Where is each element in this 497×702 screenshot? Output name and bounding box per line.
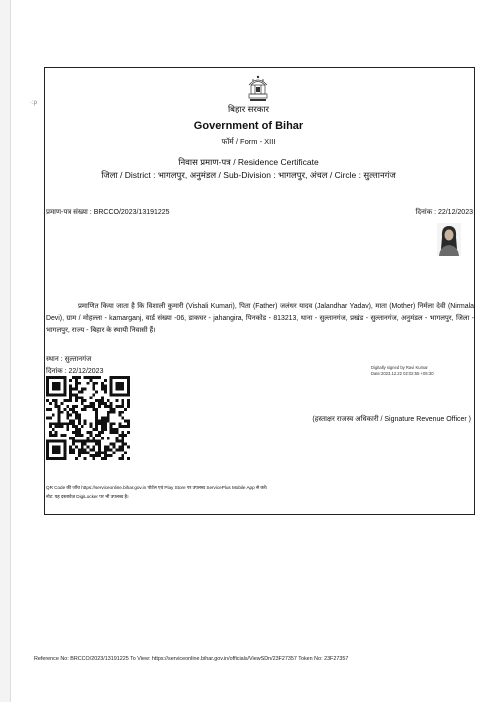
digital-signature-date: Date:2023.12.22 02:02:55 +05:30 bbox=[371, 370, 434, 376]
form-number: फॉर्म / Form - XIII bbox=[221, 137, 276, 146]
bihar-state-emblem-icon bbox=[246, 73, 270, 103]
digital-signature-signer: Digitally signed by Ravi Kumar bbox=[371, 365, 428, 370]
issue-date: दिनांक : 22/12/2023 bbox=[415, 209, 473, 216]
government-english-title: Government of Bihar bbox=[193, 120, 304, 132]
certification-statement bbox=[46, 301, 474, 338]
margin-scan-mark: ·:ρ bbox=[30, 100, 38, 106]
digilocker-note: नोट: यह दस्तावेज़ DigiLocker पर भी उपलब्ध है। bbox=[46, 494, 129, 499]
qr-code-icon bbox=[46, 376, 130, 460]
applicant-photo bbox=[437, 223, 461, 256]
certificate-title: निवास प्रमाण-पत्र / Residence Certificate bbox=[178, 157, 319, 167]
certificate-number: प्रमाण-पत्र संख्या : BRCCO/2023/13191225 bbox=[46, 209, 170, 216]
certification-text: प्रमाणित किया जाता है कि विशाली कुमारी (Vishali Kumari), पिता (Father) जलंधर यादव (Jalandhar Yadav), माता (Mother) निर्मला देवी (Nirmala Devi), ग्राम / मोहल्ला - kamarganj, वार्ड संख्या -06, डाकघर - jahangira, पिनकोड - 813213, थाना - सुल्तानगंज, प्रखंड - सुल्तानगंज, अनुमंडल - भागलपुर, जिला - भागलपुर, राज्य - बिहार के स्थायी निवासी हैं। bbox=[46, 303, 474, 335]
government-hindi-title: बिहार सरकार bbox=[227, 104, 270, 114]
place-date: दिनांक : 22/12/2023 bbox=[46, 368, 104, 375]
qr-verification-note: QR Code की जाँच https://serviceonline.bihar.gov.in पोर्टल एवं Play Store पर उपलब्ध ServicePlus Mobile App से करें। bbox=[46, 485, 268, 490]
signature-label: (हस्ताक्षर राजस्व अधिकारी / Signature Revenue Officer ) bbox=[312, 416, 471, 423]
jurisdiction-line: जिला / District : भागलपुर, अनुमंडल / Sub-Division : भागलपुर, अंचल / Circle : सुल्तानगंज bbox=[101, 170, 396, 180]
place-of-issue: स्थान : सुल्तानगंज bbox=[46, 356, 92, 363]
digital-signature-stamp bbox=[371, 365, 434, 376]
reference-footer: Reference No: BRCCO/2023/13191225 To View: https://serviceonline.bihar.gov.in/officials/ViewSDn/23F27357 Token No: 23F27357 bbox=[34, 656, 349, 662]
